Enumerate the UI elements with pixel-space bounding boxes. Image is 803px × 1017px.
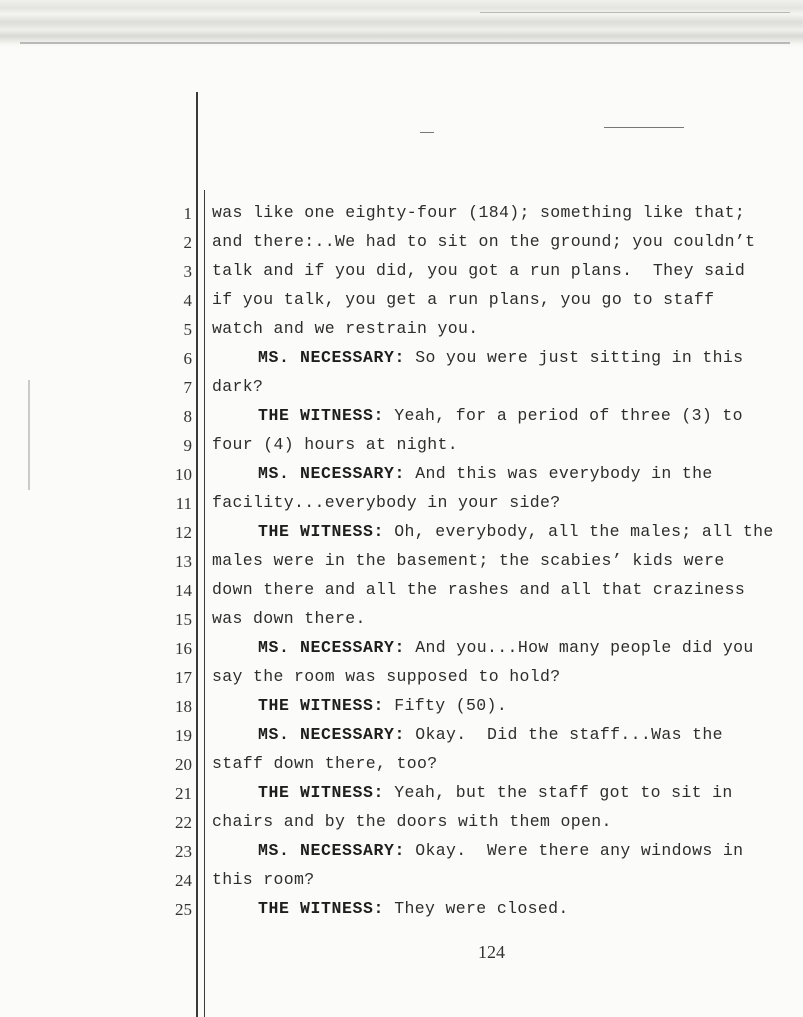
stray-mark [420, 132, 434, 133]
left-margin-rule [196, 92, 198, 1017]
transcript-line [212, 609, 778, 628]
line-number: 20 [175, 755, 192, 774]
line-text: was down there. [212, 609, 366, 628]
line-number: 21 [175, 784, 192, 803]
line-text: Fifty (50). [394, 696, 508, 715]
line-text: down there and all the rashes and all that craziness [212, 580, 746, 599]
line-text: chairs and by the doors with them open. [212, 812, 612, 831]
transcript-line [212, 377, 778, 396]
speaker-label: THE WITNESS: [258, 696, 385, 715]
line-text: Okay. Did the staff...Was the [415, 725, 723, 744]
speaker-label: THE WITNESS: [258, 406, 385, 425]
transcript-line [212, 493, 778, 512]
line-text: So you were just sitting in this [415, 348, 744, 367]
stray-mark [604, 127, 684, 128]
line-number: 8 [183, 407, 192, 426]
transcript-line [258, 783, 778, 802]
transcript-line [258, 348, 778, 367]
line-number: 17 [175, 668, 192, 687]
line-number: 16 [175, 639, 192, 658]
transcript-line [212, 551, 778, 570]
line-number: 15 [175, 610, 192, 629]
transcript-line [212, 435, 778, 454]
line-number: 3 [183, 262, 192, 281]
line-text: talk and if you did, you got a run plans. They said [212, 261, 746, 280]
line-number: 2 [183, 233, 192, 252]
scan-header-noise [0, 0, 803, 48]
transcript-line [212, 290, 778, 309]
transcript-line [212, 232, 778, 251]
line-text: say the room was supposed to hold? [212, 667, 561, 686]
left-margin-rule-inner [204, 190, 205, 1017]
speaker-label: THE WITNESS: [258, 783, 385, 802]
line-number: 14 [175, 581, 192, 600]
transcript-line [258, 638, 778, 657]
line-number: 25 [175, 900, 192, 919]
line-text: facility...everybody in your side? [212, 493, 561, 512]
speaker-label: MS. NECESSARY: [258, 841, 406, 860]
speaker-label: THE WITNESS: [258, 522, 385, 541]
transcript-line [212, 754, 778, 773]
transcript-line [258, 696, 778, 715]
line-number: 7 [183, 378, 192, 397]
speaker-label: MS. NECESSARY: [258, 725, 406, 744]
transcript-line [212, 203, 778, 222]
transcript-line [258, 522, 778, 541]
line-text: this room? [212, 870, 315, 889]
line-number: 13 [175, 552, 192, 571]
transcript-line [212, 319, 778, 338]
scan-artifact-line [20, 42, 790, 44]
transcript-line [212, 812, 778, 831]
line-number: 9 [183, 436, 192, 455]
line-number: 5 [183, 320, 192, 339]
line-text: watch and we restrain you. [212, 319, 479, 338]
line-number: 4 [183, 291, 192, 310]
line-text: Oh, everybody, all the males; all the [394, 522, 774, 541]
transcript-line [212, 261, 778, 280]
line-text: staff down there, too? [212, 754, 438, 773]
line-text: four (4) hours at night. [212, 435, 459, 454]
line-text: Okay. Were there any windows in [415, 841, 744, 860]
transcript-line [212, 667, 778, 686]
scan-artifact-line [480, 12, 790, 13]
line-number: 6 [183, 349, 192, 368]
line-number: 19 [175, 726, 192, 745]
line-number: 23 [175, 842, 192, 861]
line-text: They were closed. [394, 899, 569, 918]
line-number: 24 [175, 871, 192, 890]
line-text: And this was everybody in the [415, 464, 713, 483]
line-text: if you talk, you get a run plans, you go to staff [212, 290, 715, 309]
line-text: males were in the basement; the scabies’ kids were [212, 551, 725, 570]
page-number: 124 [478, 942, 505, 962]
speaker-label: MS. NECESSARY: [258, 348, 406, 367]
speaker-label: MS. NECESSARY: [258, 638, 406, 657]
line-number: 12 [175, 523, 192, 542]
line-text: And you...How many people did you [415, 638, 754, 657]
speaker-label: THE WITNESS: [258, 899, 385, 918]
line-number: 11 [175, 494, 192, 513]
transcript-line [212, 580, 778, 599]
transcript-line [212, 870, 778, 889]
transcript-line [258, 841, 778, 860]
line-text: Yeah, for a period of three (3) to [394, 406, 743, 425]
line-text: was like one eighty-four (184); something like that; [212, 203, 746, 222]
line-number: 10 [175, 465, 192, 484]
line-number: 22 [175, 813, 192, 832]
transcript-line [258, 406, 778, 425]
speaker-label: MS. NECESSARY: [258, 464, 406, 483]
line-number: 18 [175, 697, 192, 716]
transcript-line [258, 899, 778, 918]
transcript-line [258, 725, 778, 744]
margin-mark [28, 380, 30, 490]
line-text: dark? [212, 377, 264, 396]
line-text: and there:..We had to sit on the ground; you couldn’t [212, 232, 756, 251]
line-text: Yeah, but the staff got to sit in [394, 783, 733, 802]
transcript-line [258, 464, 778, 483]
line-number: 1 [183, 204, 192, 223]
